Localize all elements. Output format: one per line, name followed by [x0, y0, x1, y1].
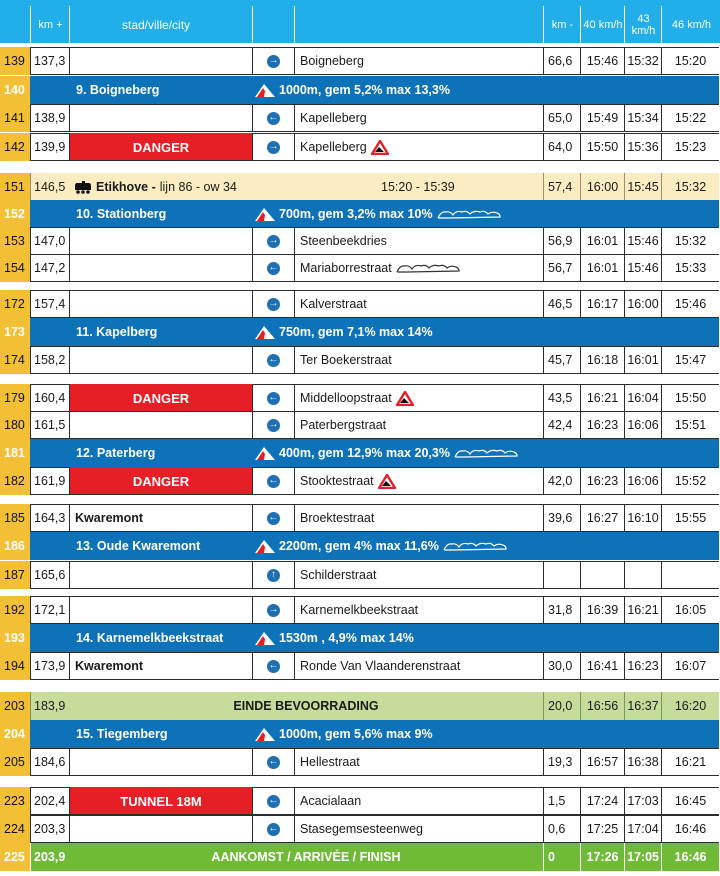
- turn-right-icon: →: [268, 419, 279, 430]
- street-name: Middelloopstraat: [300, 391, 392, 405]
- street-cell: [294, 596, 543, 624]
- climb-row: [0, 720, 719, 748]
- time-46: 15:50: [661, 384, 719, 412]
- turn-right-icon: →: [268, 141, 279, 152]
- climb-mountain-icon: [254, 82, 276, 98]
- header-direction: [252, 6, 295, 43]
- time-46: 16:05: [661, 596, 719, 624]
- warning-triangle-icon: [378, 474, 396, 489]
- danger-label: DANGER: [69, 133, 252, 161]
- route-row: [0, 384, 719, 412]
- climb-name: 11. Kapelberg: [76, 325, 158, 339]
- climb-name: 10. Stationberg: [76, 207, 167, 221]
- km-plus: 160,4: [30, 384, 69, 412]
- route-row: [0, 227, 719, 255]
- street-name: Ter Boekerstraat: [300, 353, 392, 367]
- km-plus: 157,4: [30, 290, 69, 318]
- climb-name: 12. Paterberg: [76, 446, 156, 460]
- route-row: [0, 254, 719, 282]
- time-46: 16:46: [661, 815, 719, 843]
- section-gap: [0, 681, 720, 688]
- km-remaining: 57,4: [543, 173, 580, 201]
- direction-cell: [252, 596, 294, 624]
- climb-mountain-icon: [254, 324, 276, 340]
- km-remaining: 56,7: [543, 254, 580, 282]
- time-43: 17:05: [624, 843, 661, 871]
- route-row: [0, 290, 719, 318]
- section-gap: [0, 589, 720, 596]
- place-name: [69, 748, 252, 776]
- km-plus: 203,9: [30, 843, 69, 871]
- direction-cell: [252, 290, 294, 318]
- route-row: [0, 748, 719, 776]
- time-43: 16:06: [624, 411, 661, 439]
- time-46: 15:46: [661, 290, 719, 318]
- km-remaining: 30,0: [543, 652, 580, 680]
- row-number: 152: [0, 200, 30, 228]
- street-cell: [294, 504, 543, 532]
- km-remaining: [543, 561, 580, 589]
- section-gap: [0, 162, 720, 169]
- place-name: [69, 561, 252, 589]
- time-43: 16:01: [624, 346, 661, 374]
- time-46: 15:20: [661, 47, 719, 75]
- time-46: 15:32: [661, 227, 719, 255]
- street-cell: [294, 411, 543, 439]
- km-plus: 139,9: [30, 133, 69, 161]
- route-row: [0, 346, 719, 374]
- street-cell: [294, 815, 543, 843]
- turn-left-icon: ←: [268, 512, 279, 523]
- time-40: 16:18: [580, 346, 624, 374]
- route-row: [0, 104, 719, 132]
- info-place-extra: lijn 86 - ow 34: [159, 180, 237, 194]
- street-name: Boigneberg: [300, 54, 364, 68]
- direction-cell: [252, 227, 294, 255]
- row-number: 140: [0, 76, 30, 104]
- time-40: 17:25: [580, 815, 624, 843]
- time-40: 16:56: [580, 692, 624, 720]
- climb-info-text: 700m, gem 3,2% max 10%: [279, 207, 433, 221]
- street-cell: [294, 346, 543, 374]
- km-plus: 146,5: [30, 173, 69, 201]
- header-speed-40: 40 km/h: [580, 6, 625, 43]
- time-40: 16:23: [580, 467, 624, 495]
- time-43: 16:37: [624, 692, 661, 720]
- route-row: [0, 815, 719, 843]
- km-remaining: 64,0: [543, 133, 580, 161]
- street-name: Stasegemsesteenweg: [300, 822, 423, 836]
- direction-cell: [252, 254, 294, 282]
- info-row: [0, 173, 719, 201]
- place-name: [69, 815, 252, 843]
- time-46: 16:21: [661, 748, 719, 776]
- header-street: [294, 6, 544, 43]
- km-plus: 203,3: [30, 815, 69, 843]
- direction-cell: [252, 411, 294, 439]
- row-number: 181: [0, 439, 30, 467]
- climb-info: [254, 720, 433, 748]
- supply-row: [0, 692, 719, 720]
- row-number: 185: [0, 504, 30, 532]
- street-name: Stooktestraat: [300, 474, 374, 488]
- place-name: [69, 596, 252, 624]
- time-46: [661, 561, 719, 589]
- time-43: 16:00: [624, 290, 661, 318]
- time-40: 16:21: [580, 384, 624, 412]
- km-plus: 184,6: [30, 748, 69, 776]
- km-remaining: 31,8: [543, 596, 580, 624]
- danger-label: DANGER: [69, 384, 252, 412]
- turn-left-icon: ←: [268, 795, 279, 806]
- street-cell: [294, 47, 543, 75]
- header-speed-43: 43 km/h: [624, 6, 662, 43]
- street-name: Karnemelkbeekstraat: [300, 603, 419, 617]
- street-cell: [294, 290, 543, 318]
- time-43: 17:04: [624, 815, 661, 843]
- place-name: [69, 346, 252, 374]
- direction-cell: [252, 652, 294, 680]
- info-place: [69, 180, 237, 194]
- time-40: 15:49: [580, 104, 624, 132]
- street-name: Kapelleberg: [300, 140, 367, 154]
- section-gap: [0, 496, 720, 503]
- climb-info: [254, 624, 414, 652]
- time-43: 16:06: [624, 467, 661, 495]
- row-number: 203: [0, 692, 30, 720]
- place-name: [69, 290, 252, 318]
- place-name: [69, 227, 252, 255]
- direction-cell: [252, 561, 294, 589]
- climb-name: 15. Tiegemberg: [76, 727, 168, 741]
- street-cell: [294, 133, 543, 161]
- row-number: 153: [0, 227, 30, 255]
- danger-label: DANGER: [69, 467, 252, 495]
- street-name: Broektestraat: [300, 511, 375, 525]
- direction-cell: [252, 47, 294, 75]
- time-43: 16:10: [624, 504, 661, 532]
- turn-right-icon: →: [268, 298, 279, 309]
- turn-left-icon: ←: [268, 392, 279, 403]
- street-cell: [294, 748, 543, 776]
- row-number: 172: [0, 290, 30, 318]
- street-name: Kalverstraat: [300, 297, 367, 311]
- km-remaining: 42,0: [543, 467, 580, 495]
- route-row: [0, 561, 719, 589]
- header-km-minus: km -: [543, 6, 581, 43]
- street-name: Paterbergstraat: [300, 418, 387, 432]
- km-plus: 147,0: [30, 227, 69, 255]
- km-remaining: 56,9: [543, 227, 580, 255]
- direction-cell: [252, 787, 294, 815]
- climb-name: 9. Boigneberg: [76, 83, 160, 97]
- header-place: stad/ville/city: [69, 6, 252, 43]
- climb-row: [0, 200, 719, 228]
- street-cell: [294, 104, 543, 132]
- time-40: 16:27: [580, 504, 624, 532]
- cobblestone-icon: [396, 263, 460, 273]
- time-40: 16:39: [580, 596, 624, 624]
- time-40: 16:57: [580, 748, 624, 776]
- street-name: Mariaborrestraat: [300, 261, 392, 275]
- direction-cell: [252, 133, 294, 161]
- row-number: 205: [0, 748, 30, 776]
- row-number: 186: [0, 532, 30, 560]
- row-number: 151: [0, 173, 30, 201]
- time-43: 16:04: [624, 384, 661, 412]
- time-40: 16:23: [580, 411, 624, 439]
- direction-cell: [252, 384, 294, 412]
- route-row: [0, 133, 719, 161]
- warning-triangle-icon: [371, 140, 389, 155]
- route-row: [0, 596, 719, 624]
- turn-left-icon: ←: [268, 756, 279, 767]
- climb-info-text: 750m, gem 7,1% max 14%: [279, 325, 433, 339]
- row-number: 174: [0, 346, 30, 374]
- km-remaining: 39,6: [543, 504, 580, 532]
- turn-right-icon: →: [268, 55, 279, 66]
- time-43: 15:45: [624, 173, 661, 201]
- street-cell: [294, 787, 543, 815]
- time-46: 16:46: [661, 843, 719, 871]
- header-number-cell: [0, 6, 30, 43]
- time-window: 15:20 - 15:39: [381, 180, 455, 194]
- time-43: 16:38: [624, 748, 661, 776]
- time-43: 15:46: [624, 254, 661, 282]
- place-name: [69, 411, 252, 439]
- climb-name: 13. Oude Kwaremont: [76, 539, 201, 553]
- climb-info-text: 400m, gem 12,9% max 20,3%: [279, 446, 450, 460]
- direction-cell: [252, 748, 294, 776]
- time-43: 16:21: [624, 596, 661, 624]
- climb-info-text: 2200m, gem 4% max 11,6%: [279, 539, 439, 553]
- turn-up-icon: ↑: [267, 569, 280, 582]
- time-40: 17:24: [580, 787, 624, 815]
- row-number: 223: [0, 787, 30, 815]
- km-plus: 173,9: [30, 652, 69, 680]
- turn-right-icon: →: [268, 235, 279, 246]
- km-remaining: 66,6: [543, 47, 580, 75]
- street-name: Schilderstraat: [300, 568, 377, 582]
- time-43: [624, 561, 661, 589]
- time-43: 16:23: [624, 652, 661, 680]
- direction-cell: [252, 504, 294, 532]
- warning-triangle-icon: [396, 391, 414, 406]
- time-40: 16:41: [580, 652, 624, 680]
- turn-right-icon: →: [268, 604, 279, 615]
- route-row: [0, 411, 719, 439]
- climb-row: [0, 532, 719, 560]
- climb-info: [254, 76, 450, 104]
- place-name: [69, 104, 252, 132]
- row-number: 182: [0, 467, 30, 495]
- row-number: 154: [0, 254, 30, 282]
- km-plus: 137,3: [30, 47, 69, 75]
- turn-left-icon: ←: [268, 112, 279, 123]
- km-plus: 161,9: [30, 467, 69, 495]
- direction-cell: [252, 467, 294, 495]
- route-row: [0, 504, 719, 532]
- direction-cell: [252, 815, 294, 843]
- finish-label: AANKOMST / ARRIVÉE / FINISH: [211, 850, 401, 864]
- time-46: 15:33: [661, 254, 719, 282]
- row-number: 187: [0, 561, 30, 589]
- km-plus: 161,5: [30, 411, 69, 439]
- km-remaining: 0: [543, 843, 580, 871]
- street-cell: [294, 384, 543, 412]
- row-number: 139: [0, 47, 30, 75]
- climb-mountain-icon: [254, 726, 276, 742]
- time-40: [580, 561, 624, 589]
- time-43: 15:32: [624, 47, 661, 75]
- turn-left-icon: ←: [268, 354, 279, 365]
- info-place-name: Etikhove -: [96, 180, 156, 194]
- climb-info: [254, 532, 507, 560]
- section-gap: [0, 777, 720, 784]
- row-number: 204: [0, 720, 30, 748]
- time-43: 15:36: [624, 133, 661, 161]
- km-remaining: 20,0: [543, 692, 580, 720]
- street-cell: [294, 652, 543, 680]
- time-46: 15:32: [661, 173, 719, 201]
- supply-label: EINDE BEVOORRADING: [233, 699, 379, 713]
- info-cell: [69, 173, 543, 201]
- turn-left-icon: ←: [268, 823, 279, 834]
- km-plus: 158,2: [30, 346, 69, 374]
- row-number: 192: [0, 596, 30, 624]
- time-46: 15:47: [661, 346, 719, 374]
- climb-mountain-icon: [254, 206, 276, 222]
- climb-info: [254, 439, 518, 467]
- km-plus: 183,9: [30, 692, 69, 720]
- km-remaining: 0,6: [543, 815, 580, 843]
- km-plus: 202,4: [30, 787, 69, 815]
- turn-left-icon: ←: [268, 262, 279, 273]
- row-number: 193: [0, 624, 30, 652]
- time-40: 16:01: [580, 254, 624, 282]
- place-name: [69, 254, 252, 282]
- km-remaining: 19,3: [543, 748, 580, 776]
- time-46: 15:51: [661, 411, 719, 439]
- section-gap: [0, 376, 720, 383]
- row-number: 173: [0, 318, 30, 346]
- row-number: 142: [0, 133, 30, 161]
- time-43: 17:03: [624, 787, 661, 815]
- row-number: 179: [0, 384, 30, 412]
- climb-mountain-icon: [254, 630, 276, 646]
- street-cell: [294, 254, 543, 282]
- place-name: Kwaremont: [69, 504, 252, 532]
- train-icon: [74, 180, 92, 194]
- time-46: 16:07: [661, 652, 719, 680]
- finish-row: [0, 843, 719, 871]
- km-plus: 138,9: [30, 104, 69, 132]
- time-40: 16:00: [580, 173, 624, 201]
- climb-row: [0, 624, 719, 652]
- climb-mountain-icon: [254, 538, 276, 554]
- climb-mountain-icon: [254, 445, 276, 461]
- time-46: 15:22: [661, 104, 719, 132]
- km-remaining: 45,7: [543, 346, 580, 374]
- turn-left-icon: ←: [268, 660, 279, 671]
- km-remaining: 1,5: [543, 787, 580, 815]
- header-km-plus: km +: [30, 6, 70, 43]
- time-43: 15:46: [624, 227, 661, 255]
- climb-info-text: 1000m, gem 5,2% max 13,3%: [279, 83, 450, 97]
- km-plus: 172,1: [30, 596, 69, 624]
- place-name: [69, 47, 252, 75]
- km-remaining: 43,5: [543, 384, 580, 412]
- row-number: 224: [0, 815, 30, 843]
- row-number: 225: [0, 843, 30, 871]
- route-row: [0, 652, 719, 680]
- time-40: 16:01: [580, 227, 624, 255]
- time-40: 16:17: [580, 290, 624, 318]
- street-name: Acacialaan: [300, 794, 362, 808]
- direction-cell: [252, 346, 294, 374]
- climb-info: [254, 200, 501, 228]
- street-name: Steenbeekdries: [300, 234, 387, 248]
- row-number: 194: [0, 652, 30, 680]
- street-cell: [294, 467, 543, 495]
- time-46: 15:55: [661, 504, 719, 532]
- street-name: Kapelleberg: [300, 111, 367, 125]
- street-name: Hellestraat: [300, 755, 360, 769]
- time-40: 15:46: [580, 47, 624, 75]
- cobblestone-icon: [454, 448, 518, 458]
- time-43: 15:34: [624, 104, 661, 132]
- danger-label: TUNNEL 18M: [69, 787, 252, 815]
- climb-info: [254, 318, 433, 346]
- route-row: [0, 47, 719, 75]
- route-row: [0, 467, 719, 495]
- row-number: 180: [0, 411, 30, 439]
- turn-left-icon: ←: [268, 475, 279, 486]
- time-46: 15:52: [661, 467, 719, 495]
- climb-info-text: 1530m , 4,9% max 14%: [279, 631, 414, 645]
- time-46: 16:45: [661, 787, 719, 815]
- time-46: 16:20: [661, 692, 719, 720]
- cobblestone-icon: [443, 541, 507, 551]
- street-name: Ronde Van Vlaanderenstraat: [300, 659, 461, 673]
- climb-row: [0, 318, 719, 346]
- climb-row: [0, 439, 719, 467]
- climb-name: 14. Karnemelkbeekstraat: [76, 631, 224, 645]
- street-cell: [294, 561, 543, 589]
- cobblestone-icon: [437, 209, 501, 219]
- time-40: 17:26: [580, 843, 624, 871]
- time-40: 15:50: [580, 133, 624, 161]
- km-remaining: 46,5: [543, 290, 580, 318]
- climb-info-text: 1000m, gem 5,6% max 9%: [279, 727, 433, 741]
- time-46: 15:23: [661, 133, 719, 161]
- section-gap: [0, 282, 720, 289]
- km-plus: 147,2: [30, 254, 69, 282]
- place-name: Kwaremont: [69, 652, 252, 680]
- km-plus: 165,6: [30, 561, 69, 589]
- route-row: [0, 787, 719, 815]
- street-cell: [294, 227, 543, 255]
- km-plus: 164,3: [30, 504, 69, 532]
- km-remaining: 42,4: [543, 411, 580, 439]
- header-speed-46: 46 km/h: [661, 6, 720, 43]
- climb-row: [0, 76, 719, 104]
- row-number: 141: [0, 104, 30, 132]
- direction-cell: [252, 104, 294, 132]
- km-remaining: 65,0: [543, 104, 580, 132]
